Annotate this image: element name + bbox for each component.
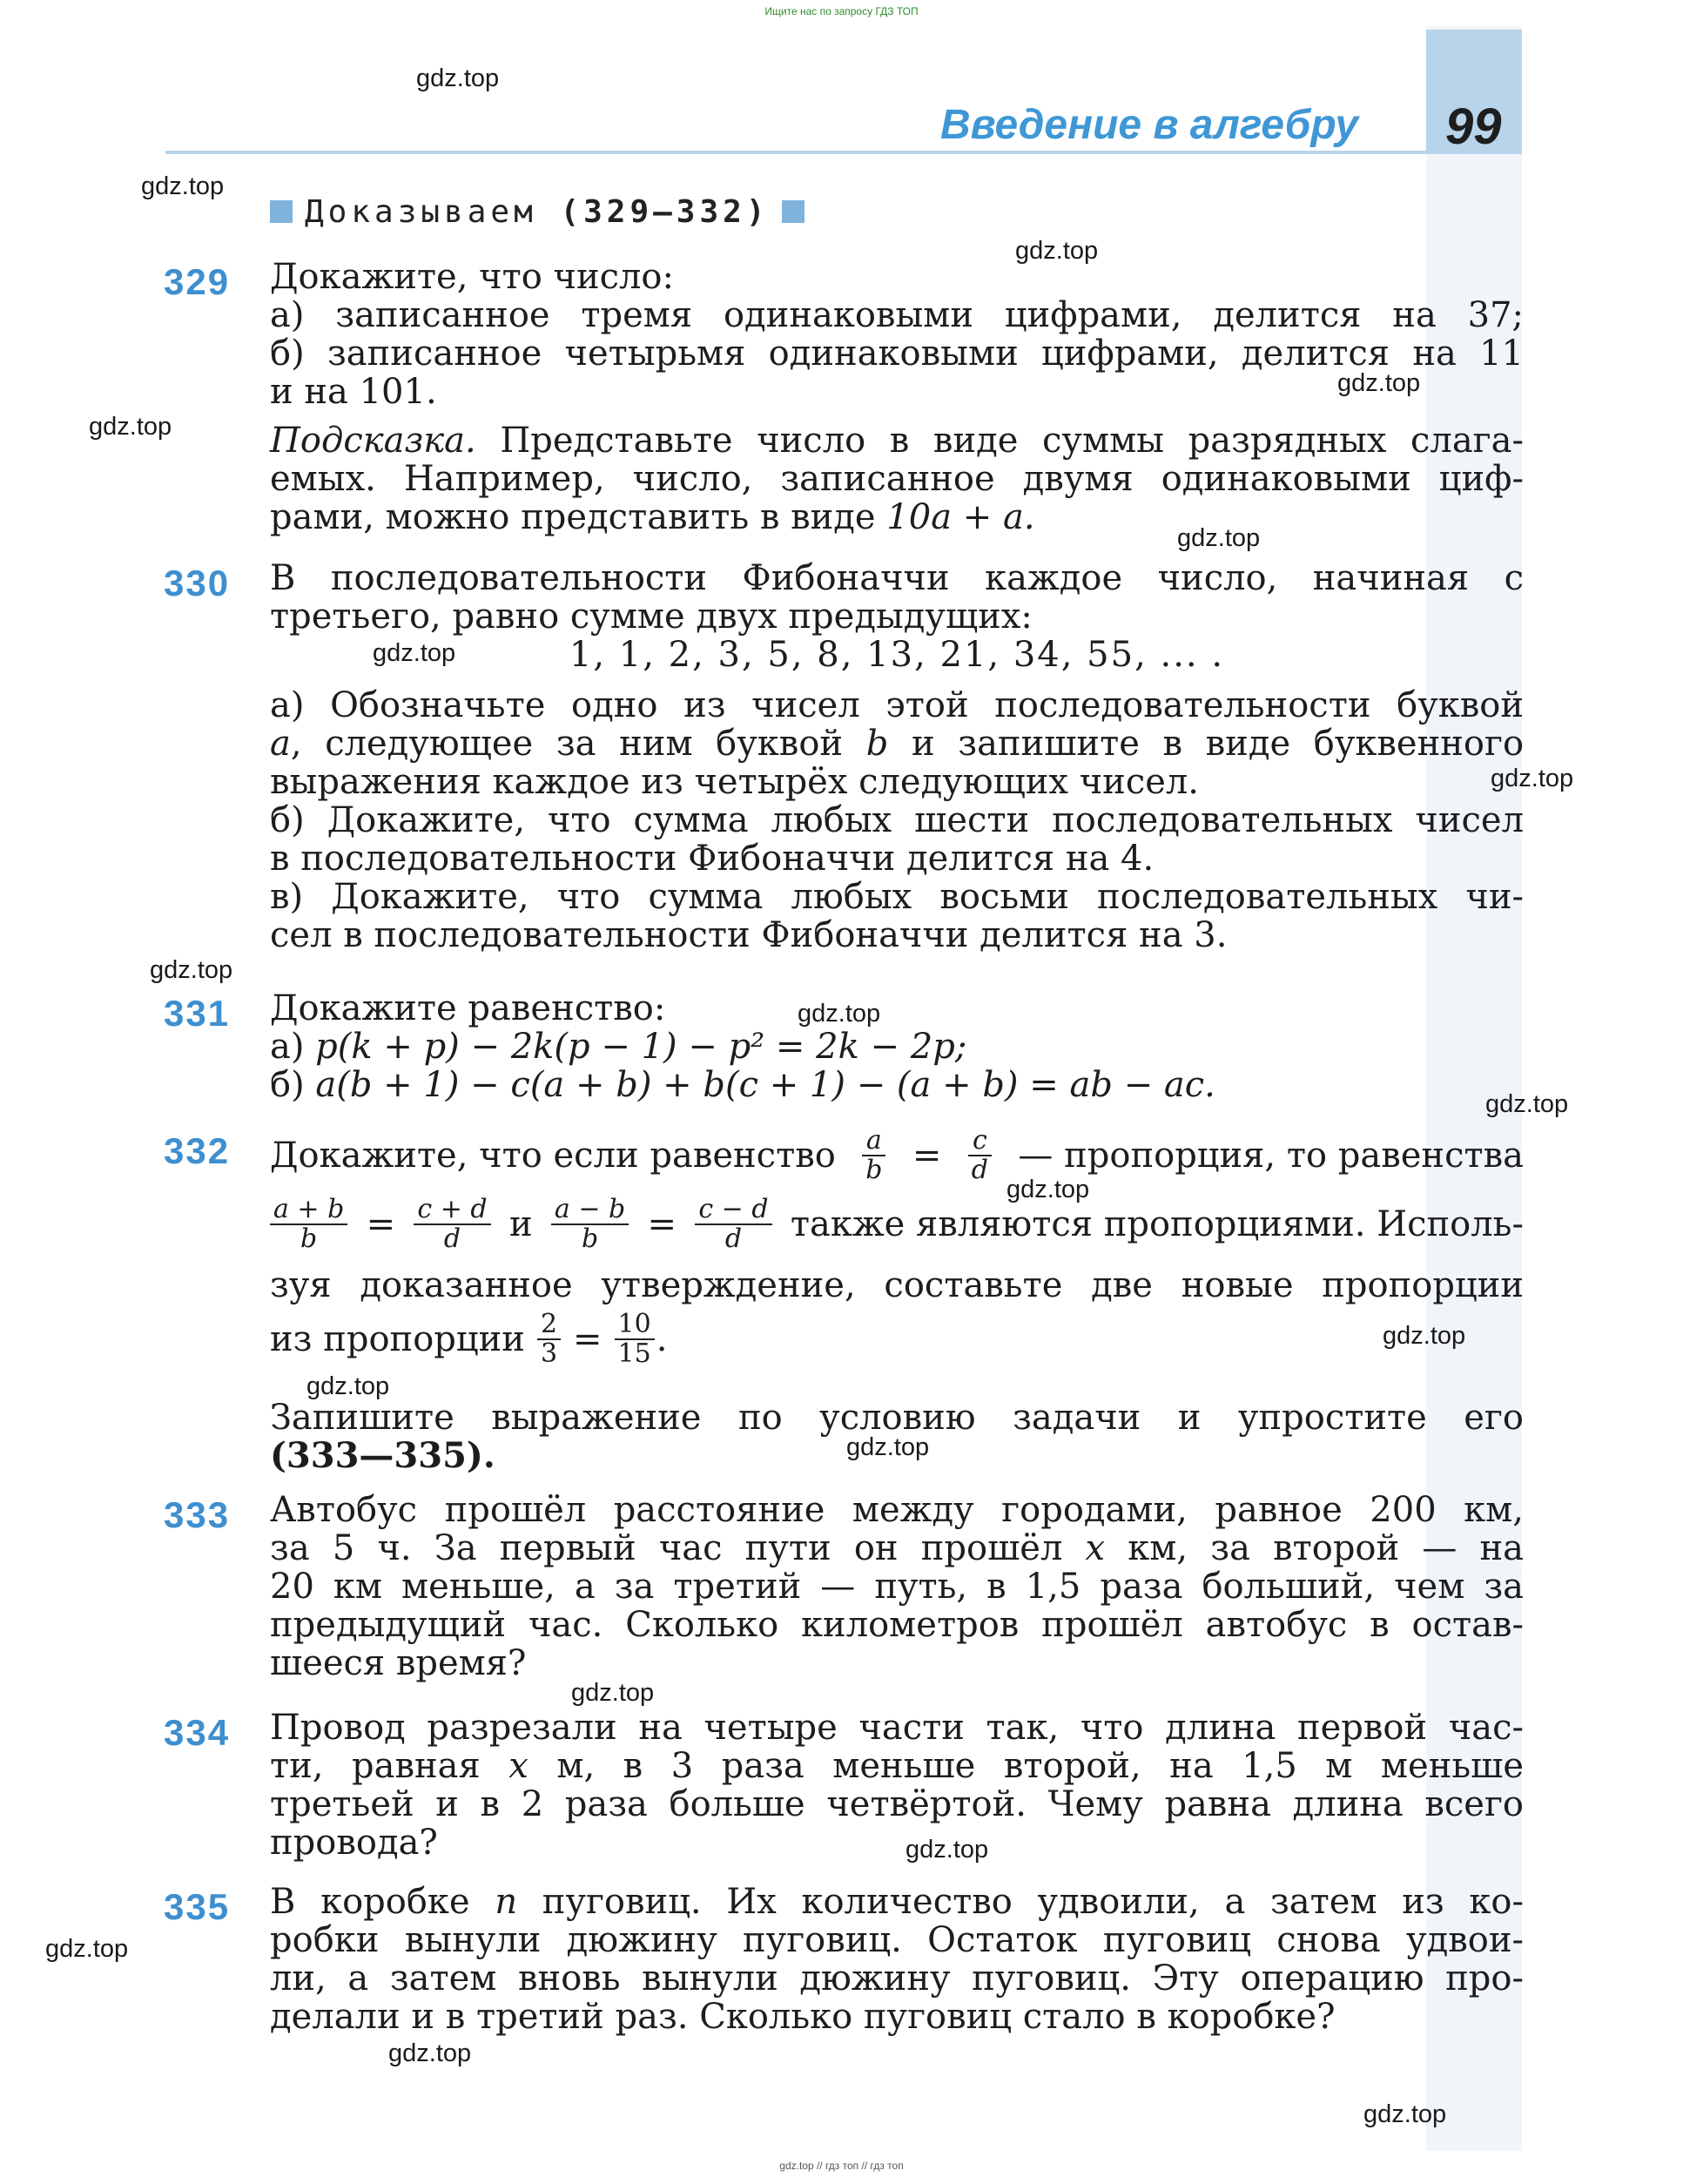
watermark: gdz.top — [388, 2039, 472, 2067]
p335-line: делали и в третий раз. Сколько пуговиц стало в коробке? — [270, 1997, 1336, 2037]
header-rule — [165, 151, 1522, 154]
p335-line: В коробке n пуговиц. Их количество удвоили, а затем из ко- — [270, 1882, 1525, 1922]
fraction-amb-b: $\frac{a - b}{b}$ — [551, 1196, 629, 1253]
p332-line2: $\frac{a + b}{b}$ = $\frac{c + d}{d}$ и $\frac{a - b}{b}$ = $\frac{c - d}{d}$ также являются пропорциями. Исполь- — [270, 1188, 1524, 1261]
problem-333 — [270, 1491, 1524, 1682]
p329-hint-line1: Подсказка. Представьте число в виде суммы разрядных слага- — [270, 421, 1524, 461]
problem-number-335: 335 — [164, 1886, 231, 1927]
problem-335 — [270, 1883, 1524, 2036]
hint-formula: 10a + a. — [886, 497, 1035, 537]
watermark: gdz.top — [1485, 1090, 1569, 1118]
p329-line: а) записанное тремя одинаковыми цифрами, делится на 37; — [270, 295, 1524, 335]
problem-number-334: 334 — [164, 1712, 231, 1753]
p329-line: Докажите, что число: — [270, 257, 674, 297]
p331-line-a: а) p(k + p) − 2k(p − 1) − p² = 2k − 2p; — [270, 1027, 967, 1067]
p330-line: в последовательности Фибоначчи делится на 4. — [270, 839, 1155, 879]
problem-number-331: 331 — [164, 993, 231, 1034]
bottom-note: gdz.top // гдз топ // гдз топ — [779, 2160, 904, 2172]
problem-334 — [270, 1709, 1524, 1862]
fibonacci-sequence: 1, 1, 2, 3, 5, 8, 13, 21, 34, 55, ... . — [569, 635, 1225, 675]
p331-line-b: б) a(b + 1) − c(a + b) + b(c + 1) − (a + b) = ab − ac. — [270, 1065, 1215, 1105]
watermark: gdz.top — [150, 956, 233, 984]
p330-line: в) Докажите, что сумма любых восьми последовательных чи- — [270, 877, 1524, 917]
watermark: gdz.top — [45, 1935, 129, 1963]
watermark: gdz.top — [1015, 237, 1099, 265]
watermark: gdz.top — [905, 1836, 989, 1864]
p329-line: б) записанное четырьмя одинаковыми цифрами, делится на 11 — [270, 334, 1524, 374]
p333-line: шееся время? — [270, 1643, 527, 1683]
p332-line3: зуя доказанное утверждение, составьте две новые пропорции — [270, 1265, 1524, 1305]
fraction-cpd-d: $\frac{c + d}{d}$ — [414, 1196, 490, 1253]
p334-line: Провод разрезали на четыре части так, что длина первой час- — [270, 1708, 1524, 1748]
chapter-title: Введение в алгебру — [940, 102, 1359, 148]
p329-line: и на 101. — [270, 372, 437, 412]
watermark: gdz.top — [416, 64, 500, 92]
problem-332 — [270, 1123, 1524, 1374]
p329-hint-line2: емых. Например, число, записанное двумя одинаковыми циф- — [270, 459, 1524, 499]
p331-line: Докажите равенство: — [270, 988, 666, 1028]
watermark: gdz.top — [1177, 524, 1261, 552]
watermark: gdz.top — [141, 172, 225, 200]
p334-line: третьей и в 2 раза больше четвёртой. Чему равна длина всего — [270, 1784, 1524, 1824]
watermark: gdz.top — [1363, 2100, 1447, 2128]
square-bullet-icon — [270, 200, 293, 223]
p330-line: а) Обозначьте одно из чисел этой последовательности буквой — [270, 685, 1524, 725]
problem-329 — [270, 258, 1524, 536]
p334-line: провода? — [270, 1823, 438, 1863]
section-heading — [270, 186, 804, 237]
p335-line: ли, а затем вновь вынули дюжину пуговиц. Эту операцию про- — [270, 1958, 1524, 1999]
p330-line: В последовательности Фибоначчи каждое число, начиная с — [270, 558, 1524, 598]
p329-hint-line3: рами, можно представить в виде 10a + a. — [270, 497, 1035, 537]
watermark: gdz.top — [1337, 369, 1421, 397]
top-search-note: Ищите нас по запросу ГДЗ ТОП — [764, 5, 919, 17]
problem-331 — [270, 989, 1524, 1104]
fraction-c-d: $\frac{c}{d}$ — [968, 1127, 992, 1184]
fraction-apb-b: $\frac{a + b}{b}$ — [270, 1196, 347, 1253]
watermark: gdz.top — [846, 1433, 930, 1461]
watermark: gdz.top — [373, 639, 456, 667]
p333-line: Автобус прошёл расстояние между городами, равное 200 км, — [270, 1490, 1524, 1530]
fraction-2-3: $\frac{2}{3}$ — [537, 1311, 561, 1368]
watermark: gdz.top — [1383, 1322, 1466, 1350]
p333-line: за 5 ч. За первый час пути он прошёл x км, за второй — на — [270, 1528, 1525, 1568]
square-bullet-icon — [782, 200, 804, 223]
watermark: gdz.top — [1491, 765, 1574, 792]
p332-line4: из пропорции $\frac{2}{3}$ = $\frac{10}{15}$ . — [270, 1309, 668, 1369]
subsection-range: (333—335). — [270, 1435, 495, 1476]
p330-line: сел в последовательности Фибоначчи делится на 3. — [270, 915, 1228, 955]
fraction-cmd-d: $\frac{c - d}{d}$ — [695, 1196, 771, 1253]
fraction-10-15: $\frac{10}{15}$ — [615, 1311, 655, 1368]
watermark: gdz.top — [798, 1000, 881, 1028]
p330-line: третьего, равно сумме двух предыдущих: — [270, 597, 1033, 637]
p335-line: робки вынули дюжину пуговиц. Остаток пуговиц снова удвои- — [270, 1920, 1524, 1960]
problem-number-333: 333 — [164, 1494, 231, 1535]
p334-line: ти, равная x м, в 3 раза меньше второй, на 1,5 м меньше — [270, 1746, 1525, 1786]
p330-line: a, следующее за ним буквой b и запишите в виде буквенного — [270, 724, 1525, 764]
problem-number-329: 329 — [164, 261, 231, 302]
subsection-line1: Запишите выражение по условию задачи и упростите его — [270, 1398, 1524, 1438]
p332-line1: Докажите, что если равенство $\frac{a}{b}$ = $\frac{c}{d}$ — пропорция, то равенства — [270, 1125, 1524, 1185]
p333-line: 20 км меньше, а за третий — путь, в 1,5 раза больший, чем за — [270, 1567, 1524, 1607]
problem-330 — [270, 559, 1524, 954]
watermark: gdz.top — [1006, 1176, 1090, 1203]
hint-label: Подсказка. — [270, 421, 476, 461]
watermark: gdz.top — [306, 1372, 390, 1400]
section-label: Доказываем (329—332) — [305, 193, 770, 230]
watermark: gdz.top — [571, 1679, 655, 1707]
problem-number-330: 330 — [164, 563, 231, 603]
fraction-a-b: $\frac{a}{b}$ — [862, 1127, 885, 1184]
page-number: 99 — [1445, 98, 1502, 155]
p330-line: б) Докажите, что сумма любых шести последовательных чисел — [270, 800, 1524, 840]
watermark: gdz.top — [89, 413, 172, 441]
p330-line: выражения каждое из четырёх следующих чисел. — [270, 762, 1200, 802]
problem-number-332: 332 — [164, 1130, 231, 1171]
p333-line: предыдущий час. Сколько километров прошёл автобус в остав- — [270, 1605, 1524, 1645]
